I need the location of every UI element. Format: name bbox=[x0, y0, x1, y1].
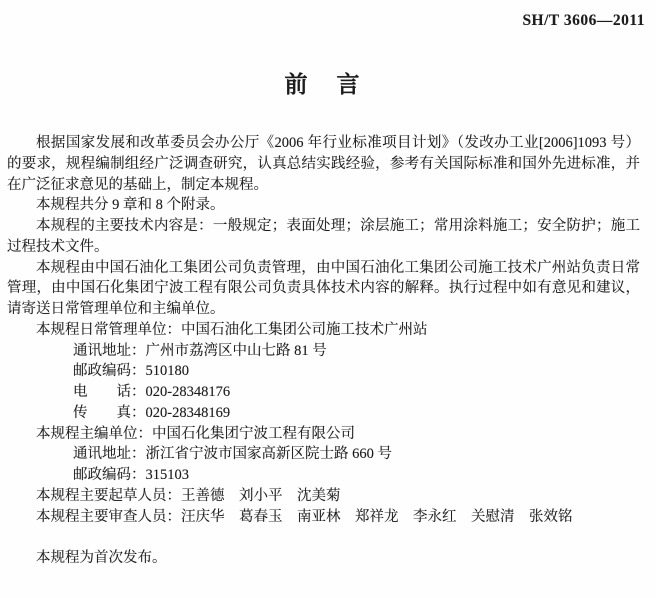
foreword-content bbox=[7, 133, 640, 569]
daily-management-address-line: 通讯地址：广州市荔湾区中山七路 81 号 bbox=[73, 342, 327, 359]
reviewers-line: 本规程主要审查人员：汪庆华 葛春玉 南亚林 郑祥龙 李永红 关慰清 张效铭 bbox=[36, 508, 573, 525]
daily-management-postcode-line: 邮政编码：510180 bbox=[73, 363, 189, 380]
foreword-paragraph-management: 本规程由中国石油化工集团公司负责管理，由中国石油化工集团公司施工技术广州站负责日常管理，由中国石化集团宁波工程有限公司负责具体技术内容的解释。执行过程中如有意见和建议，请寄送日常管理单位和主编单位。 bbox=[7, 259, 640, 317]
daily-management-unit-line: 本规程日常管理单位：中国石油化工集团公司施工技术广州站 bbox=[36, 321, 428, 338]
daily-management-phone-line: 电 话：020-28348176 bbox=[73, 384, 231, 400]
chief-editing-postcode-line: 邮政编码：315103 bbox=[73, 467, 189, 483]
page-title: 前 言 bbox=[284, 72, 363, 97]
foreword-paragraph-chapters: 本规程共分 9 章和 8 个附录。 bbox=[36, 197, 225, 214]
release-note-line: 本规程为首次发布。 bbox=[36, 550, 167, 566]
chief-editing-address-line: 通讯地址：浙江省宁波市国家高新区院士路 660 号 bbox=[73, 446, 392, 463]
chief-editing-unit-line: 本规程主编单位：中国石化集团宁波工程有限公司 bbox=[36, 425, 355, 442]
drafters-line: 本规程主要起草人员：王善德 刘小平 沈美菊 bbox=[36, 487, 341, 504]
foreword-paragraph-basis: 根据国家发展和改革委员会办公厅《2006 年行业标准项目计划》（发改办工业[2006]1093 号）的要求，规程编制组经广泛调查研究，认真总结实践经验，参考有关国际标准和国外先进标准，并在广泛征求意见的基础上，制定本规程。 bbox=[7, 135, 640, 193]
daily-management-fax-line: 传 真：020-28348169 bbox=[73, 404, 231, 421]
foreword-paragraph-contents: 本规程的主要技术内容是：一般规定；表面处理；涂层施工；常用涂料施工；安全防护；施工过程技术文件。 bbox=[7, 218, 640, 255]
standard-doc-number: SH/T 3606—2011 bbox=[522, 12, 645, 29]
